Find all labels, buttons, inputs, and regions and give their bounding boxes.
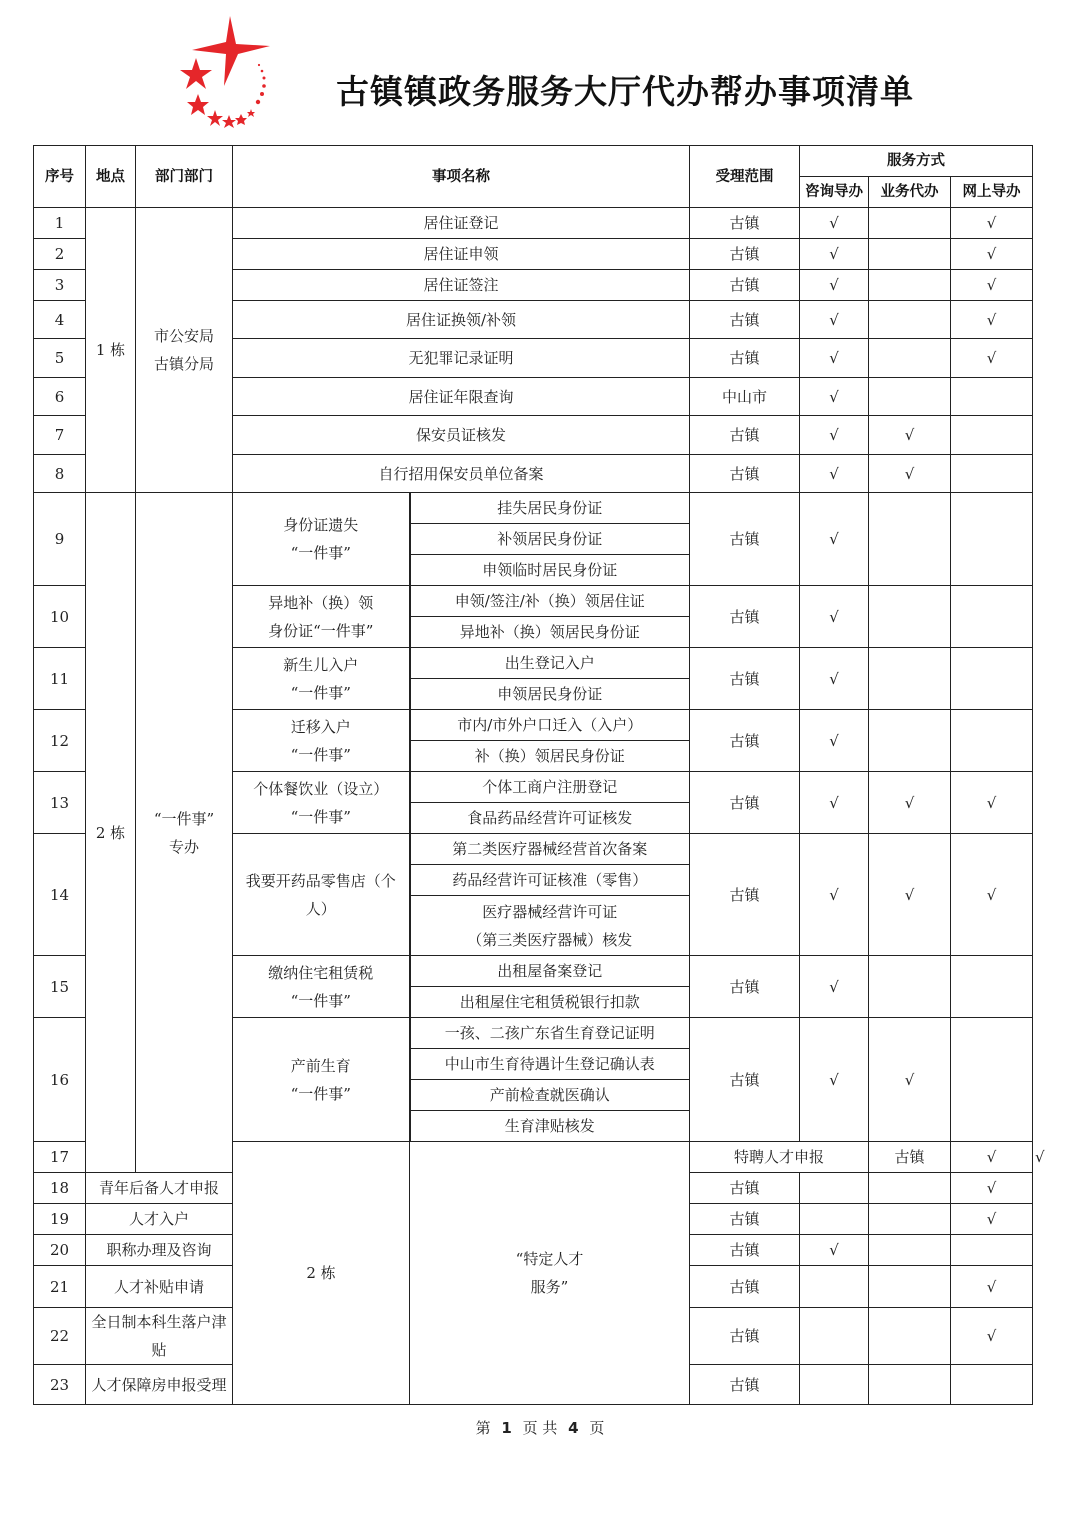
sub-item-line: （第三类医疗器械）核发 bbox=[467, 930, 633, 949]
consult-check: √ bbox=[800, 270, 869, 301]
online-check: √ bbox=[951, 339, 1033, 378]
agent-check bbox=[869, 339, 951, 378]
row-seq: 13 bbox=[34, 772, 86, 834]
agent-check bbox=[869, 648, 951, 710]
scope-cell: 古镇 bbox=[690, 239, 800, 270]
consult-check: √ bbox=[800, 378, 869, 416]
header-location: 地点 bbox=[86, 146, 136, 208]
sub-item: 生育津贴核发 bbox=[410, 1111, 690, 1142]
scope-cell: 古镇 bbox=[690, 1018, 800, 1142]
consult-check: √ bbox=[800, 208, 869, 239]
event-name bbox=[233, 834, 410, 956]
sub-item: 一孩、二孩广东省生育登记证明 bbox=[410, 1018, 690, 1049]
event-name bbox=[233, 956, 410, 1018]
header-seq: 序号 bbox=[34, 146, 86, 208]
online-check: √ bbox=[951, 1204, 1033, 1235]
footer-prefix: 第 bbox=[475, 1419, 491, 1437]
row-seq: 2 bbox=[34, 239, 86, 270]
consult-check bbox=[800, 1308, 869, 1365]
online-check bbox=[951, 1235, 1033, 1266]
online-check: √ bbox=[951, 239, 1033, 270]
item-name: 人才入户 bbox=[86, 1204, 233, 1235]
scope-cell: 古镇 bbox=[690, 834, 800, 956]
event-line: “一件事” bbox=[290, 544, 351, 562]
item-name: 无犯罪记录证明 bbox=[233, 339, 690, 378]
scope-cell: 古镇 bbox=[690, 455, 800, 493]
event-line: 身份证遗失 bbox=[283, 516, 359, 534]
consult-check: √ bbox=[800, 1018, 869, 1142]
consult-check: √ bbox=[800, 416, 869, 455]
item-name: 居住证申领 bbox=[233, 239, 690, 270]
row-seq: 7 bbox=[34, 416, 86, 455]
scope-cell: 古镇 bbox=[690, 1204, 800, 1235]
online-check bbox=[951, 586, 1033, 648]
scope-cell: 中山市 bbox=[690, 378, 800, 416]
agent-check bbox=[869, 378, 951, 416]
consult-check: √ bbox=[800, 301, 869, 339]
scope-cell: 古镇 bbox=[690, 270, 800, 301]
online-check: √ bbox=[951, 772, 1033, 834]
consult-check: √ bbox=[800, 493, 869, 586]
row-seq: 1 bbox=[34, 208, 86, 239]
footer-middle: 页 共 bbox=[522, 1419, 558, 1437]
scope-cell: 古镇 bbox=[690, 772, 800, 834]
page-footer bbox=[0, 1417, 1080, 1438]
location-cell: 1 栋 bbox=[86, 208, 136, 493]
online-check: √ bbox=[951, 1173, 1033, 1204]
scope-cell: 古镇 bbox=[690, 416, 800, 455]
item-name: 人才补贴申请 bbox=[86, 1266, 233, 1308]
consult-check: √ bbox=[800, 648, 869, 710]
sub-item bbox=[410, 896, 690, 956]
consult-check bbox=[800, 1365, 869, 1405]
agent-check bbox=[869, 270, 951, 301]
department-cell bbox=[136, 208, 233, 493]
scope-cell: 古镇 bbox=[690, 710, 800, 772]
consult-check: √ bbox=[800, 455, 869, 493]
online-check: √ bbox=[951, 301, 1033, 339]
agent-check bbox=[869, 1266, 951, 1308]
online-check bbox=[951, 956, 1033, 1018]
consult-check: √ bbox=[800, 239, 869, 270]
agent-check bbox=[869, 1235, 951, 1266]
online-check bbox=[951, 648, 1033, 710]
online-check: √ bbox=[951, 1266, 1033, 1308]
row-seq: 5 bbox=[34, 339, 86, 378]
item-name: 居住证换领/补领 bbox=[233, 301, 690, 339]
scope-cell: 古镇 bbox=[690, 301, 800, 339]
row-seq: 14 bbox=[34, 834, 86, 956]
sub-item: 药品经营许可证核准（零售） bbox=[410, 865, 690, 896]
sub-item: 申领临时居民身份证 bbox=[410, 555, 690, 586]
location-cell: 2 栋 bbox=[86, 493, 136, 1173]
agent-check bbox=[869, 301, 951, 339]
scope-cell: 古镇 bbox=[690, 586, 800, 648]
event-line: 新生儿入户 bbox=[283, 655, 359, 674]
row-seq: 8 bbox=[34, 455, 86, 493]
sub-item: 市内/市外户口迁入（入户） bbox=[410, 710, 690, 741]
event-line: “一件事” bbox=[290, 683, 351, 702]
item-name: 职称办理及咨询 bbox=[86, 1235, 233, 1266]
consult-check: √ bbox=[800, 956, 869, 1018]
agent-check bbox=[869, 586, 951, 648]
consult-check: √ bbox=[800, 772, 869, 834]
scope-cell: 古镇 bbox=[690, 1266, 800, 1308]
agent-check bbox=[869, 710, 951, 772]
location-cell: 2 栋 bbox=[233, 1142, 410, 1405]
table-row bbox=[34, 493, 1033, 524]
consult-check bbox=[800, 1266, 869, 1308]
row-seq: 16 bbox=[34, 1018, 86, 1142]
sub-item: 中山市生育待遇计生登记确认表 bbox=[410, 1049, 690, 1080]
item-name: 青年后备人才申报 bbox=[86, 1173, 233, 1204]
sub-item: 出生登记入户 bbox=[410, 648, 690, 679]
table-row bbox=[34, 208, 1033, 239]
online-check bbox=[951, 710, 1033, 772]
header-online: 网上导办 bbox=[951, 177, 1033, 208]
table-row: 17 2 栋 “特定人才 服务” 特聘人才申报 古镇 √ √ bbox=[34, 1142, 1033, 1173]
scope-cell: 古镇 bbox=[690, 493, 800, 586]
row-seq: 22 bbox=[34, 1308, 86, 1365]
event-line: “一件事” bbox=[290, 1084, 351, 1103]
header-consult: 咨询导办 bbox=[800, 177, 869, 208]
sub-item: 出租屋备案登记 bbox=[410, 956, 690, 987]
agent-check: √ bbox=[869, 1018, 951, 1142]
consult-check bbox=[800, 1204, 869, 1235]
online-check bbox=[951, 455, 1033, 493]
row-seq: 20 bbox=[34, 1235, 86, 1266]
header-service-mode: 服务方式 bbox=[800, 146, 1033, 177]
item-name: 居住证年限查询 bbox=[233, 378, 690, 416]
row-seq: 15 bbox=[34, 956, 86, 1018]
header-item-name: 事项名称 bbox=[233, 146, 690, 208]
scope-cell: 古镇 bbox=[690, 339, 800, 378]
sub-item: 申领/签注/补（换）领居住证 bbox=[410, 586, 690, 617]
footer-page-number: 1 bbox=[501, 1419, 512, 1437]
row-seq: 12 bbox=[34, 710, 86, 772]
sub-item: 出租屋住宅租赁税银行扣款 bbox=[410, 987, 690, 1018]
row-seq: 18 bbox=[34, 1173, 86, 1204]
agent-check bbox=[869, 1365, 951, 1405]
row-seq: 21 bbox=[34, 1266, 86, 1308]
consult-check: √ bbox=[800, 339, 869, 378]
department-line: 服务” bbox=[530, 1278, 569, 1296]
event-name bbox=[233, 710, 410, 772]
scope-cell: 古镇 bbox=[690, 1235, 800, 1266]
event-name bbox=[233, 1018, 410, 1142]
event-name bbox=[233, 586, 410, 648]
scope-cell: 古镇 bbox=[869, 1142, 951, 1173]
online-check bbox=[951, 378, 1033, 416]
item-name: 人才保障房申报受理 bbox=[86, 1365, 233, 1405]
sub-item: 补（换）领居民身份证 bbox=[410, 741, 690, 772]
event-name bbox=[233, 493, 410, 586]
event-line: “一件事” bbox=[290, 745, 351, 764]
event-name bbox=[233, 648, 410, 710]
item-name: 保安员证核发 bbox=[233, 416, 690, 455]
event-line: 人） bbox=[305, 899, 336, 918]
item-name: 居住证登记 bbox=[233, 208, 690, 239]
online-check bbox=[951, 1018, 1033, 1142]
item-name: 自行招用保安员单位备案 bbox=[233, 455, 690, 493]
online-check: √ bbox=[951, 270, 1033, 301]
department-line: “一件事” bbox=[153, 809, 215, 828]
event-line: 异地补（换）领 bbox=[268, 593, 374, 612]
department-line: “特定人才 bbox=[515, 1250, 584, 1268]
row-seq: 4 bbox=[34, 301, 86, 339]
agent-check bbox=[869, 1173, 951, 1204]
sub-item: 个体工商户注册登记 bbox=[410, 772, 690, 803]
sub-item: 产前检查就医确认 bbox=[410, 1080, 690, 1111]
online-check bbox=[951, 1365, 1033, 1405]
scope-cell: 古镇 bbox=[690, 1173, 800, 1204]
department-line: 专办 bbox=[168, 837, 199, 856]
item-name: 全日制本科生落户津贴 bbox=[86, 1308, 233, 1365]
consult-check: √ bbox=[800, 710, 869, 772]
event-line: 缴纳住宅租赁税 bbox=[268, 963, 374, 982]
consult-check: √ bbox=[800, 1235, 869, 1266]
department-line: 古镇分局 bbox=[153, 355, 214, 373]
online-check: √ bbox=[951, 834, 1033, 956]
agent-check: √ bbox=[869, 416, 951, 455]
department-cell bbox=[410, 1142, 690, 1405]
agent-check: √ bbox=[869, 834, 951, 956]
event-line: 我要开药品零售店（个 bbox=[245, 871, 396, 890]
consult-check bbox=[800, 1173, 869, 1204]
row-seq: 17 bbox=[34, 1142, 86, 1173]
row-seq: 3 bbox=[34, 270, 86, 301]
sub-item: 申领居民身份证 bbox=[410, 679, 690, 710]
row-seq: 19 bbox=[34, 1204, 86, 1235]
event-line: “一件事” bbox=[290, 807, 351, 826]
footer-suffix: 页 bbox=[589, 1419, 605, 1437]
row-seq: 6 bbox=[34, 378, 86, 416]
event-line: 个体餐饮业（设立） bbox=[253, 779, 389, 798]
header-scope: 受理范围 bbox=[690, 146, 800, 208]
page-title: 古镇镇政务服务大厅代办帮办事项清单 bbox=[336, 72, 914, 111]
agent-check: √ bbox=[869, 772, 951, 834]
scope-cell: 古镇 bbox=[690, 1365, 800, 1405]
sub-item: 食品药品经营许可证核发 bbox=[410, 803, 690, 834]
logo-emblem-icon bbox=[178, 14, 278, 134]
online-check: √ bbox=[951, 208, 1033, 239]
sub-item-line: 医疗器械经营许可证 bbox=[482, 902, 618, 921]
consult-check: √ bbox=[951, 1142, 1033, 1173]
header-agent: 业务代办 bbox=[869, 177, 951, 208]
event-line: 产前生育 bbox=[290, 1056, 351, 1075]
agent-check bbox=[869, 493, 951, 586]
service-items-table bbox=[33, 145, 1045, 1405]
online-check: √ bbox=[951, 1308, 1033, 1365]
department-line: 市公安局 bbox=[153, 327, 214, 345]
header-department: 部门部门 bbox=[136, 146, 233, 208]
row-seq: 23 bbox=[34, 1365, 86, 1405]
item-name: 特聘人才申报 bbox=[690, 1142, 869, 1173]
item-name: 居住证签注 bbox=[233, 270, 690, 301]
sub-item: 补领居民身份证 bbox=[410, 524, 690, 555]
agent-check bbox=[869, 1308, 951, 1365]
event-line: 迁移入户 bbox=[290, 717, 351, 736]
sub-item: 挂失居民身份证 bbox=[410, 493, 690, 524]
row-seq: 10 bbox=[34, 586, 86, 648]
event-name bbox=[233, 772, 410, 834]
sub-item: 第二类医疗器械经营首次备案 bbox=[410, 834, 690, 865]
agent-check bbox=[869, 208, 951, 239]
agent-check bbox=[869, 1204, 951, 1235]
scope-cell: 古镇 bbox=[690, 1308, 800, 1365]
scope-cell: 古镇 bbox=[690, 956, 800, 1018]
online-check bbox=[951, 493, 1033, 586]
online-check bbox=[951, 416, 1033, 455]
event-line: “一件事” bbox=[290, 991, 351, 1010]
sub-item: 异地补（换）领居民身份证 bbox=[410, 617, 690, 648]
department-cell bbox=[136, 493, 233, 1173]
row-seq: 11 bbox=[34, 648, 86, 710]
scope-cell: 古镇 bbox=[690, 208, 800, 239]
event-line: 身份证“一件事” bbox=[268, 621, 374, 640]
scope-cell: 古镇 bbox=[690, 648, 800, 710]
agent-check bbox=[869, 239, 951, 270]
agent-check: √ bbox=[869, 455, 951, 493]
row-seq: 9 bbox=[34, 493, 86, 586]
consult-check: √ bbox=[800, 834, 869, 956]
footer-total-pages: 4 bbox=[568, 1419, 579, 1437]
consult-check: √ bbox=[800, 586, 869, 648]
agent-check bbox=[869, 956, 951, 1018]
